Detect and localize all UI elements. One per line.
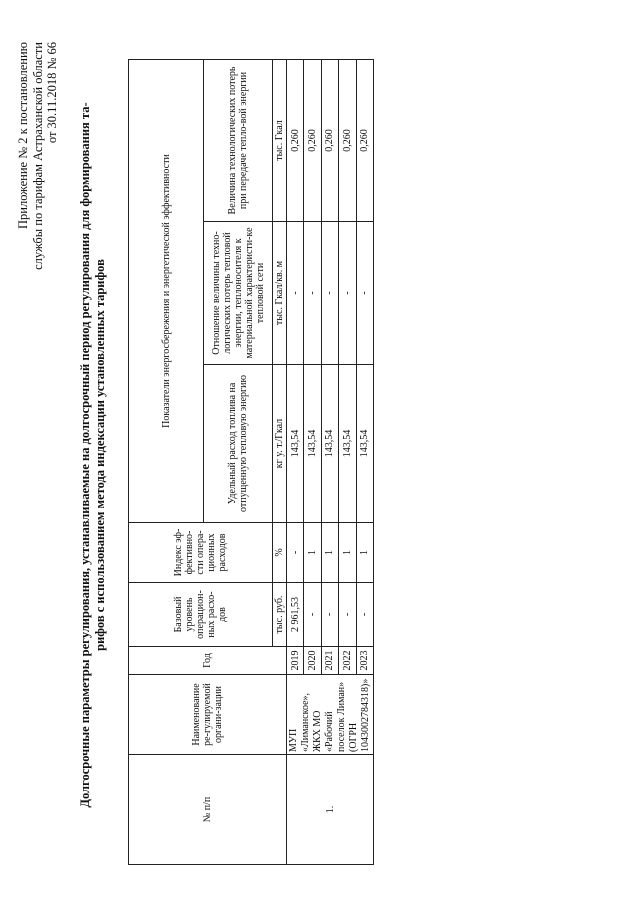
cell-loss: 0,260 bbox=[339, 60, 356, 222]
cell-base: - bbox=[339, 583, 356, 647]
cell-loss: 0,260 bbox=[321, 60, 338, 222]
cell-ratio: - bbox=[356, 222, 373, 365]
cell-index: - bbox=[287, 523, 304, 583]
appendix-line: от 30.11.2018 № 66 bbox=[45, 42, 59, 144]
cell-base: - bbox=[304, 583, 321, 647]
cell-base: - bbox=[321, 583, 338, 647]
header-index: Индекс эф-фективно-сти опера-ционных расходов bbox=[129, 523, 273, 583]
cell-year: 2022 bbox=[339, 647, 356, 675]
cell-loss: 0,260 bbox=[356, 60, 373, 222]
cell-index: 1 bbox=[321, 523, 338, 583]
appendix-line: Приложение № 2 к постановлению bbox=[16, 42, 30, 229]
cell-year: 2019 bbox=[287, 647, 304, 675]
cell-ratio: - bbox=[287, 222, 304, 365]
cell-fuel: 143,54 bbox=[356, 365, 373, 523]
header-num: № п/п bbox=[129, 755, 287, 865]
cell-ratio: - bbox=[304, 222, 321, 365]
cell-fuel: 143,54 bbox=[321, 365, 338, 523]
cell-year: 2020 bbox=[304, 647, 321, 675]
cell-loss: 0,260 bbox=[287, 60, 304, 222]
cell-base: 2 961,53 bbox=[287, 583, 304, 647]
organization-name: МУП «Лиманское», ЖКХ МО «Рабочий поселок Лиман» (ОГРН 1043002784318)» bbox=[287, 675, 374, 755]
cell-ratio: - bbox=[339, 222, 356, 365]
cell-fuel: 143,54 bbox=[287, 365, 304, 523]
table-row bbox=[287, 60, 304, 865]
cell-base: - bbox=[356, 583, 373, 647]
unit-index: % bbox=[273, 523, 287, 583]
cell-index: 1 bbox=[304, 523, 321, 583]
header-base: Базовый уровень операцион-ных расхо-дов bbox=[129, 583, 273, 647]
title-line: рифов с использованием метода индексации установленных тарифов bbox=[92, 259, 107, 651]
header-year: Год bbox=[129, 647, 287, 675]
document-title bbox=[78, 65, 107, 845]
title-line: Долгосрочные параметры регулирования, устанавливаемые на долгосрочный период регулирования для формирования та- bbox=[78, 102, 92, 808]
cell-fuel: 143,54 bbox=[339, 365, 356, 523]
unit-base: тыс. руб. bbox=[273, 583, 287, 647]
unit-loss: тыс. Гкал bbox=[273, 60, 287, 222]
cell-ratio: - bbox=[321, 222, 338, 365]
unit-fuel: кг у. т./Гкал bbox=[273, 365, 287, 523]
parameters-table bbox=[128, 59, 374, 865]
cell-index: 1 bbox=[339, 523, 356, 583]
cell-index: 1 bbox=[356, 523, 373, 583]
header-fuel: Удельный расход топлива на отпущенную тепловую энергию bbox=[204, 365, 273, 523]
header-loss: Величина технологических потерь при передаче тепло-вой энергии bbox=[204, 60, 273, 222]
cell-year: 2023 bbox=[356, 647, 373, 675]
cell-year: 2021 bbox=[321, 647, 338, 675]
appendix-note bbox=[16, 42, 60, 270]
unit-ratio: тыс. Гкал/кв. м bbox=[273, 222, 287, 365]
row-number: 1. bbox=[287, 755, 374, 865]
cell-loss: 0,260 bbox=[304, 60, 321, 222]
cell-fuel: 143,54 bbox=[304, 365, 321, 523]
header-group: Показатели энергосбережения и энергетической эффективности bbox=[129, 60, 204, 523]
header-ratio: Отношение величины техно-логических потерь тепловой энергии, теплоносителя к материальной характеристи-ке тепловой сети bbox=[204, 222, 273, 365]
header-org: Наименование ре-гулируемой органи-зации bbox=[129, 675, 287, 755]
appendix-line: службы по тарифам Астраханской области bbox=[30, 42, 45, 270]
